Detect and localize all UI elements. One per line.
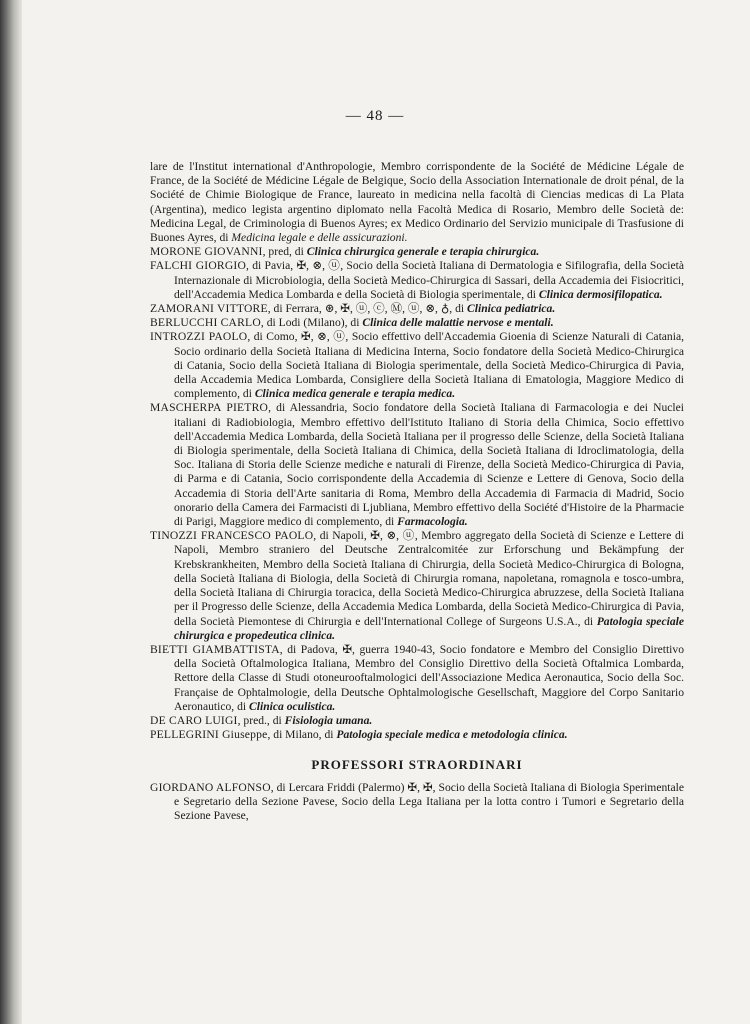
professor-name: GIORDANO ALFONSO — [150, 780, 271, 794]
section-heading: PROFESSORI STRAORDINARI — [311, 757, 523, 773]
professor-details: , pred, di — [262, 245, 307, 259]
professor-entry — [150, 781, 684, 824]
book-binding-edge — [0, 0, 22, 1024]
professor-entry — [150, 714, 684, 728]
professor-name: PELLEGRINI Giuseppe — [150, 728, 268, 742]
page-body — [150, 160, 684, 823]
professor-entry — [150, 259, 684, 302]
professor-name: MASCHERPA PIETRO — [150, 401, 269, 415]
professor-details: , di Pavia, ✠, ⊗, ⓤ, Socio della Società Italiana di Dermatologia e Sifilografia, della Società Internazionale di Microbiologia, della Società Medico-Chirurgica di Sassari, della Accademia dei Fisiocritici, dell'Accademia Medica Lombarda e della Società di Biologia sperimentale, di — [174, 259, 685, 301]
professor-name: MORONE GIOVANNI — [150, 245, 263, 259]
professor-name: TINOZZI FRANCESCO PAOLO — [150, 529, 314, 543]
professor-details: , di Lercara Friddi (Palermo) ✠, ✠, Socio della Società Italiana di Biologia Sperimentale e Segretario della Sezione Pavese, Socio della Lega Italiana per la lotta contro i Tumori e Segretario della Sezione Pavese, — [174, 780, 684, 822]
professor-chair: Clinica pediatrica. — [467, 302, 556, 316]
professor-chair: Patologia speciale medica e metodologia clinica. — [336, 728, 568, 742]
professor-details: , di Alessandria, Socio fondatore della Società Italiana di Farmacologia e dei Nuclei italiani di Radiobiologia, Membro effettivo dell'Istituto Italiano di Storia della Chimica, Socio effettivo dell'Accademia Medica Lombarda, della Società Italiana per il progresso delle Scienze, della Società Italiana di Biologia sperimentale, della Società Italiana di Chimica, della Società Italiana di Idroclimatologia, della Soc. Italiana di Storia delle Scienze mediche e naturali di Firenze, della Società Medico-Chirurgica di Pavia, di Parma e di Catania, Socio corrispondente della Accademia di Scienze e Lettere di Genova, Socio della Accademia di Storia dell'Arte sanitaria di Roma, Membro della Accademia di Farmacia di Madrid, Socio onorario della Camera dei Farmacisti di Ljubliana, Membro effettivo della Société d'Histoire de la Pharmacie di Parigi, Maggiore medico di complemento, di — [174, 401, 684, 529]
professor-name: BIETTI GIAMBATTISTA — [150, 642, 280, 656]
professor-entry — [150, 330, 684, 401]
professor-details: , pred., di — [237, 713, 285, 727]
professor-details: , di Lodi (Milano), di — [260, 316, 363, 330]
professor-name: ZAMORANI VITTORE — [150, 302, 268, 316]
professor-chair: Clinica oculistica. — [249, 699, 336, 713]
professor-entry — [150, 728, 684, 742]
professor-chair: Farmacologia. — [397, 515, 468, 529]
professor-entry — [150, 245, 684, 259]
professor-details: , di Ferrara, ⊛, ✠, ⓤ, ⓒ, Ⓜ, ⓤ, ⊗, ♁, di — [267, 302, 468, 316]
professor-name: BERLUCCHI CARLO — [150, 316, 261, 330]
professor-details: , di Milano, di — [267, 728, 337, 742]
professor-name: DE CARO LUIGI — [150, 713, 238, 727]
continuation-text: lare de l'Institut international d'Anthropologie, Membro corrispondente de la Société de Médicine Légale de France, de la Société de Médicine Légale de Belgique, Socio della Association Internationale de droit pénal, de la Société de Chimie Biologique de France, laureato in medicina nella facoltà di Ciencias medicas di La Plata (Argentina), medico legista argentino diplomato nella Facoltà Medica di Rosario, Membro delle Società de: Medicina Legal, de Criminologia di Buenos Ayres; ex Medico Ordinario del Servizio municipale di Trasfusione di Buones Ayres, di — [150, 160, 684, 245]
professor-entry — [150, 401, 684, 529]
professor-details: , di Napoli, ✠, ⊗, ⓤ, Membro aggregato della Società di Scienze e Lettere di Napoli, Membro straniero del Deutsche Zentralcomitée zur Erforschung und Bekämpfung der Krebskrankheiten, Membro della Società Italiana di Chirurgia, della Società Medico-Chirurgica di Bologna, della Società Italiana di Biologia, della Società di Chirurgia romana, napoletana, romagnola e tosco-umbra, della Società Italiana di Chirurgia toracica, della Società Medico-Chirurgica abruzzese, della Società Italiana per il Progresso delle Scienze, della Accademia Medica Lombarda, della Società Medico-Chirurgica di Pavia, della Società Piemontese di Chirurgia e dell'International College of Surgeons U.S.A., di — [174, 529, 684, 628]
professor-chair: Clinica medica generale e terapia medica. — [254, 387, 456, 401]
page-number: — 48 — — [345, 108, 405, 124]
professor-name: INTROZZI PAOLO — [150, 330, 248, 344]
professor-chair: Clinica chirurgica generale e terapia chirurgica. — [306, 245, 540, 259]
professor-details: , di Padova, ✠, guerra 1940-43, Socio fondatore e Membro del Consiglio Direttivo della Società Oftalmologica Italiana, Membro del Consiglio Direttivo della Società Oftalmica Lombarda, Rettore della Classe di Studi otoneurooftalmologici dell'Associazione Medica Aeronautica, Socio della Soc. Française de Ophtalmologie, della Deutsche Ophtalmologische Gesellschaft, Maggiore del Corpo Sanitario Aeronautico, di — [174, 642, 684, 713]
professor-chair: Clinica dermosifilopatica. — [538, 287, 663, 301]
continuation-paragraph — [150, 160, 684, 245]
professor-entry — [150, 316, 684, 330]
professor-chair: Patologia speciale chirurgica e propedeutica clinica. — [174, 614, 684, 642]
continuation-chair: Medicina legale e delle assicurazioni. — [231, 231, 408, 245]
professor-entry — [150, 643, 684, 714]
professor-entry — [150, 529, 684, 643]
professor-entry — [150, 302, 684, 316]
professor-chair: Fisiologia umana. — [284, 713, 373, 727]
professor-details: , di Como, ✠, ⊗, ⓤ, Socio effettivo dell'Accademia Gioenia di Scienze Naturali di Catania, Socio ordinario della Società Italiana di Medicina Interna, Socio fondatore della Società Medico-Chirurgica di Catania, Socio della Società Italiana di Biologia sperimentale, della Società Medico-Chirurgica di Pavia, della Accademia Medica Lombarda, Consigliere della Società Italiana di Ematologia, Maggiore Medico di complemento, di — [174, 330, 684, 401]
professor-chair: Clinica delle malattie nervose e mentali. — [362, 316, 554, 330]
professor-name: FALCHI GIORGIO — [150, 259, 247, 273]
